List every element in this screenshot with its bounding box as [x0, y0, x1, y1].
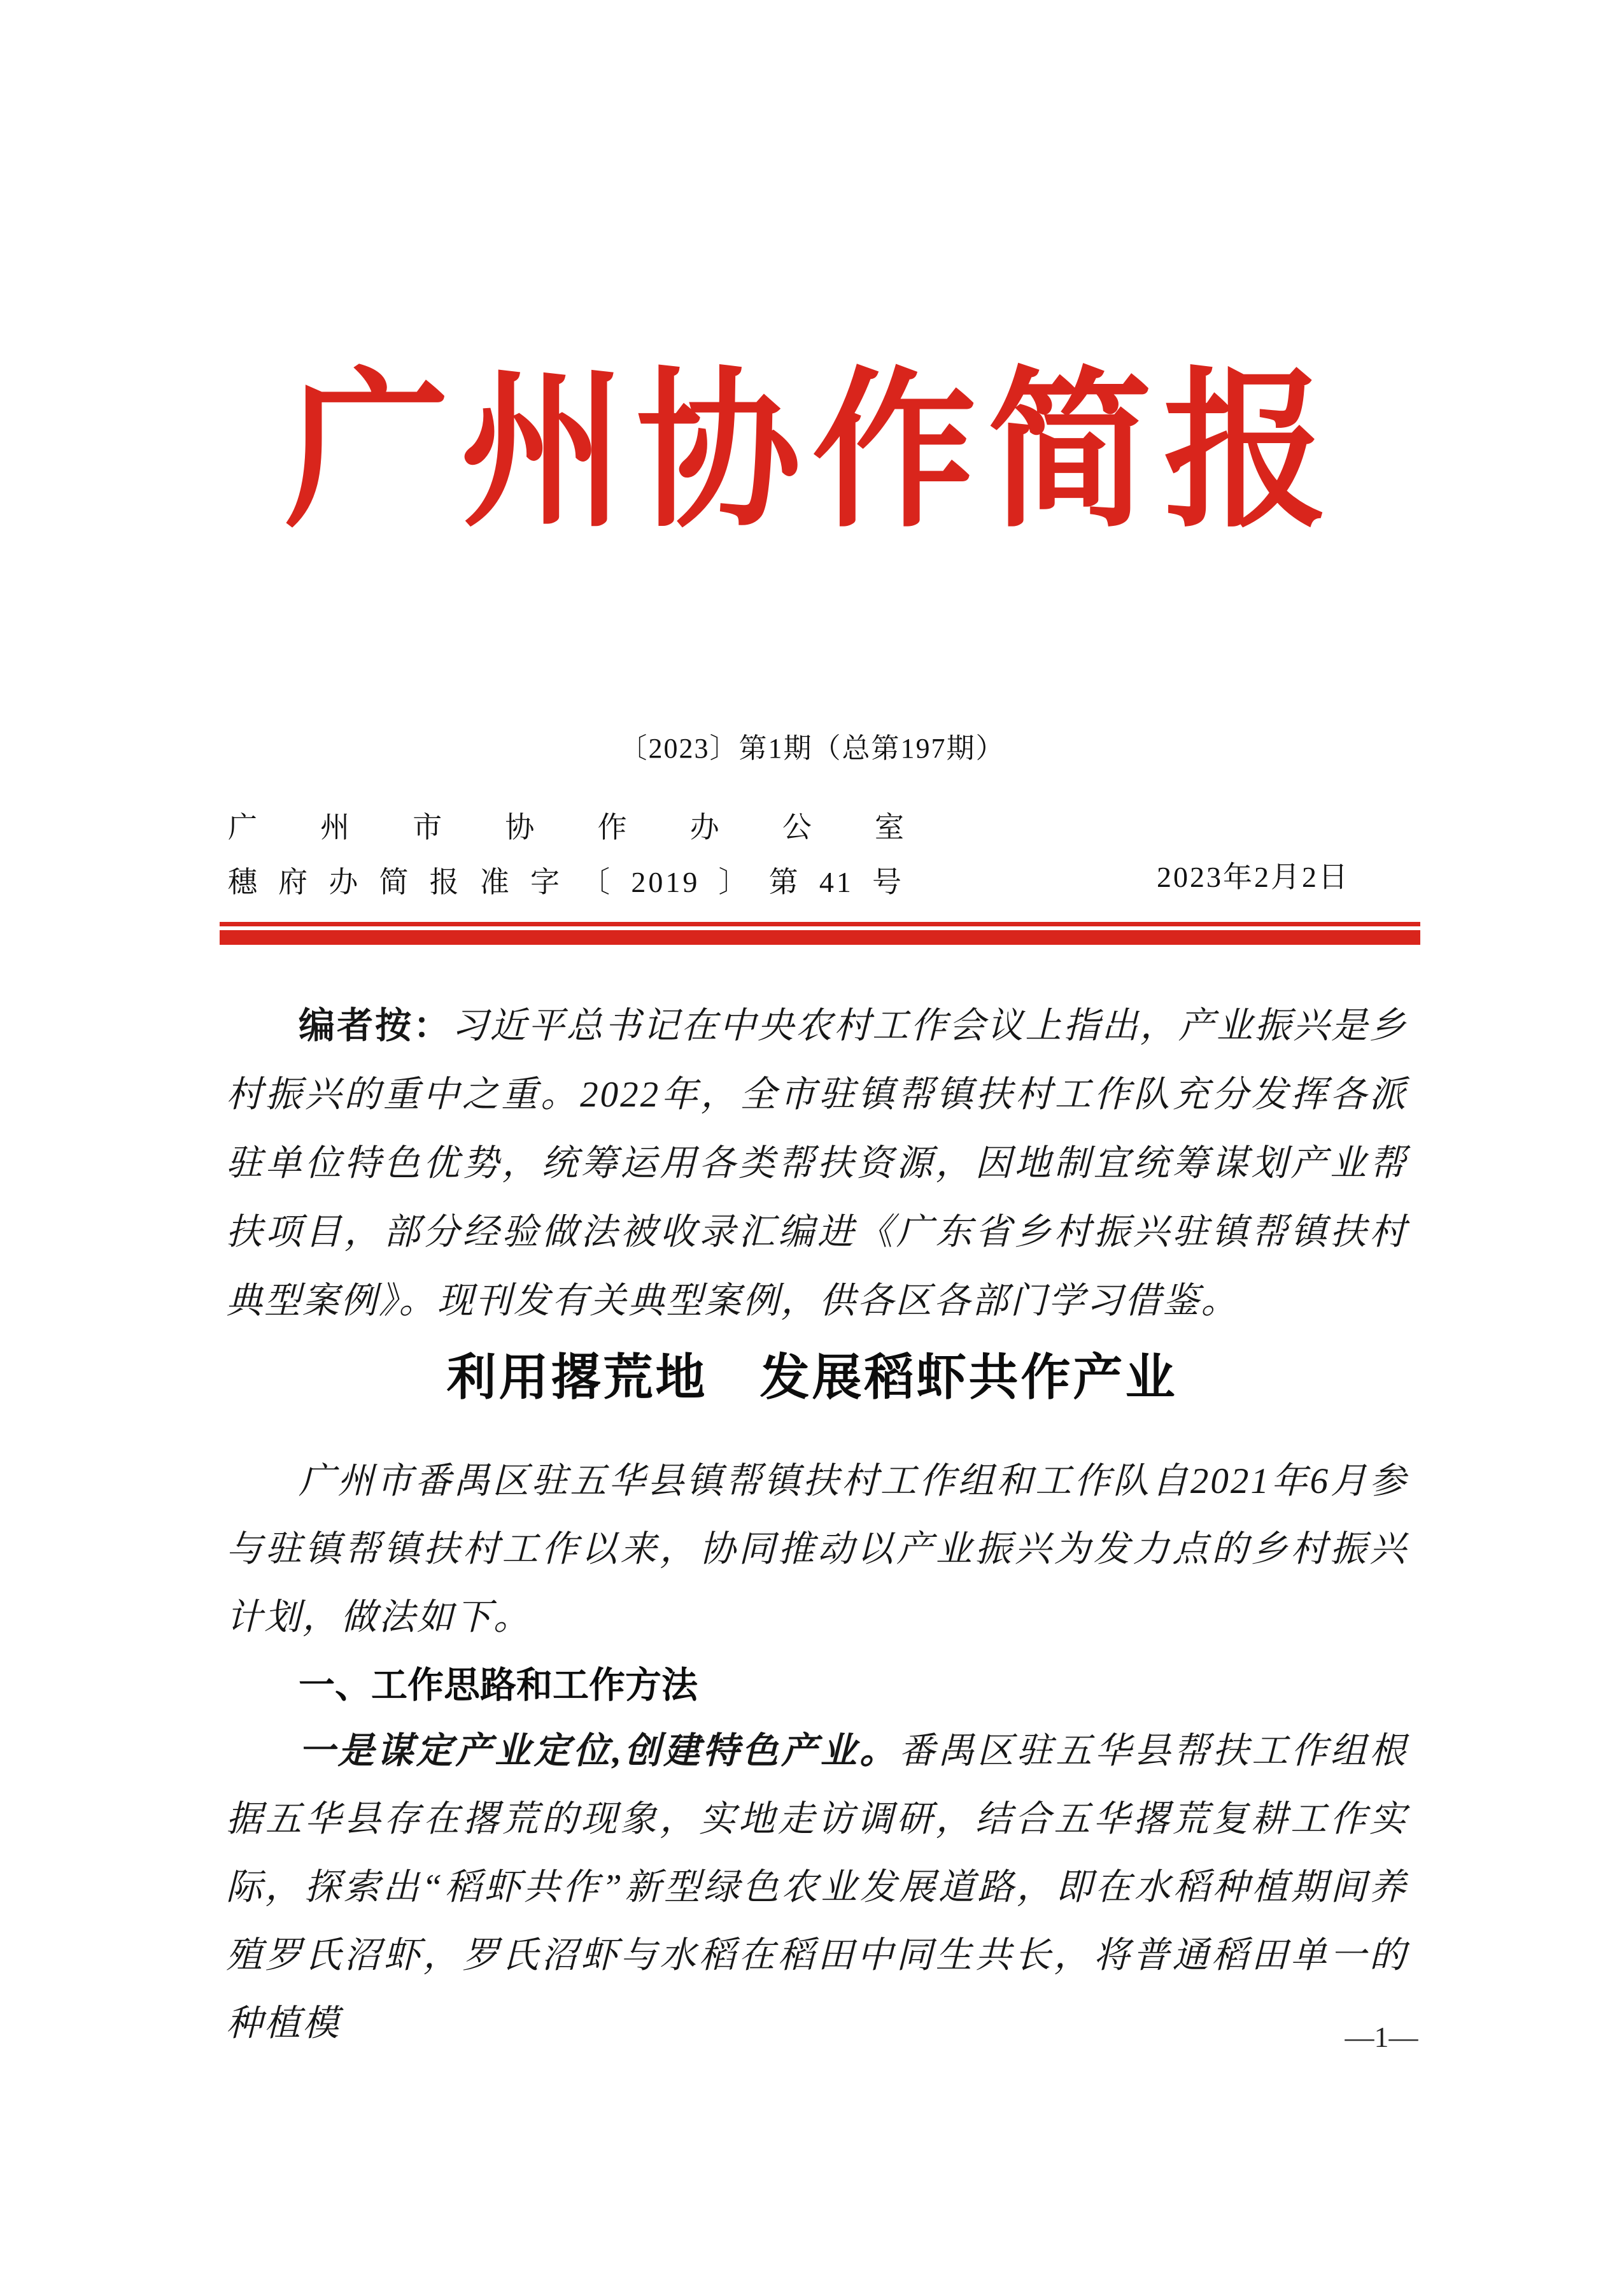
masthead-title: 广州协作简报	[285, 358, 1339, 548]
editor-note-paragraph	[226, 991, 1408, 1336]
article-paragraph-1: 广州市番禺区驻五华县镇帮镇扶村工作组和工作队自2021年6月参与驻镇帮镇扶村工作以来，协同推动以产业振兴为发力点的乡村振兴计划，做法如下。	[226, 1461, 1408, 1638]
paragraph-2-body: 番禺区驻五华县帮扶工作组根据五华县存在撂荒的现象，实地走访调研，结合五华撂荒复耕工作实际，探索出“稻虾共作”新型绿色农业发展道路，即在水稻种植期间养殖罗氏沼虾，罗氏沼虾与水稻在稻田中同生共长，将普通稻田单一的种植模	[226, 1731, 1408, 2044]
editor-note-text: 习近平总书记在中央农村工作会议上指出，产业振兴是乡村振兴的重中之重。2022年，全市驻镇帮镇扶村工作队充分发挥各派驻单位特色优势，统筹运用各类帮扶资源，因地制宜统筹谋划产业帮扶项目，部分经验做法被收录汇编进《广东省乡村振兴驻镇帮镇扶村典型案例》。现刊发有关典型案例，供各区各部门学习借鉴。	[226, 1006, 1408, 1321]
publication-date: 2023年2月2日	[1157, 861, 1350, 893]
approval-number: 穗府办简报准字〔2019〕第41号	[228, 866, 904, 898]
issue-number-line: 〔2023〕第1期（总第197期）	[619, 733, 1005, 764]
article-paragraph-2	[226, 1717, 1408, 2058]
publishing-office-name: 广州市协作办公室	[228, 811, 904, 844]
article-title: 利用撂荒地 发展稻虾共作产业	[446, 1350, 1178, 1405]
section-1-heading: 一、工作思路和工作方法	[299, 1665, 698, 1706]
paragraph-2-lead: 一是谋定产业定位,创建特色产业。	[299, 1731, 899, 1771]
page-number: —1—	[1345, 2021, 1418, 2053]
masthead-rule-thick	[220, 930, 1420, 945]
editor-note-label: 编者按：	[299, 1005, 452, 1046]
masthead-rule-thin	[220, 922, 1420, 926]
